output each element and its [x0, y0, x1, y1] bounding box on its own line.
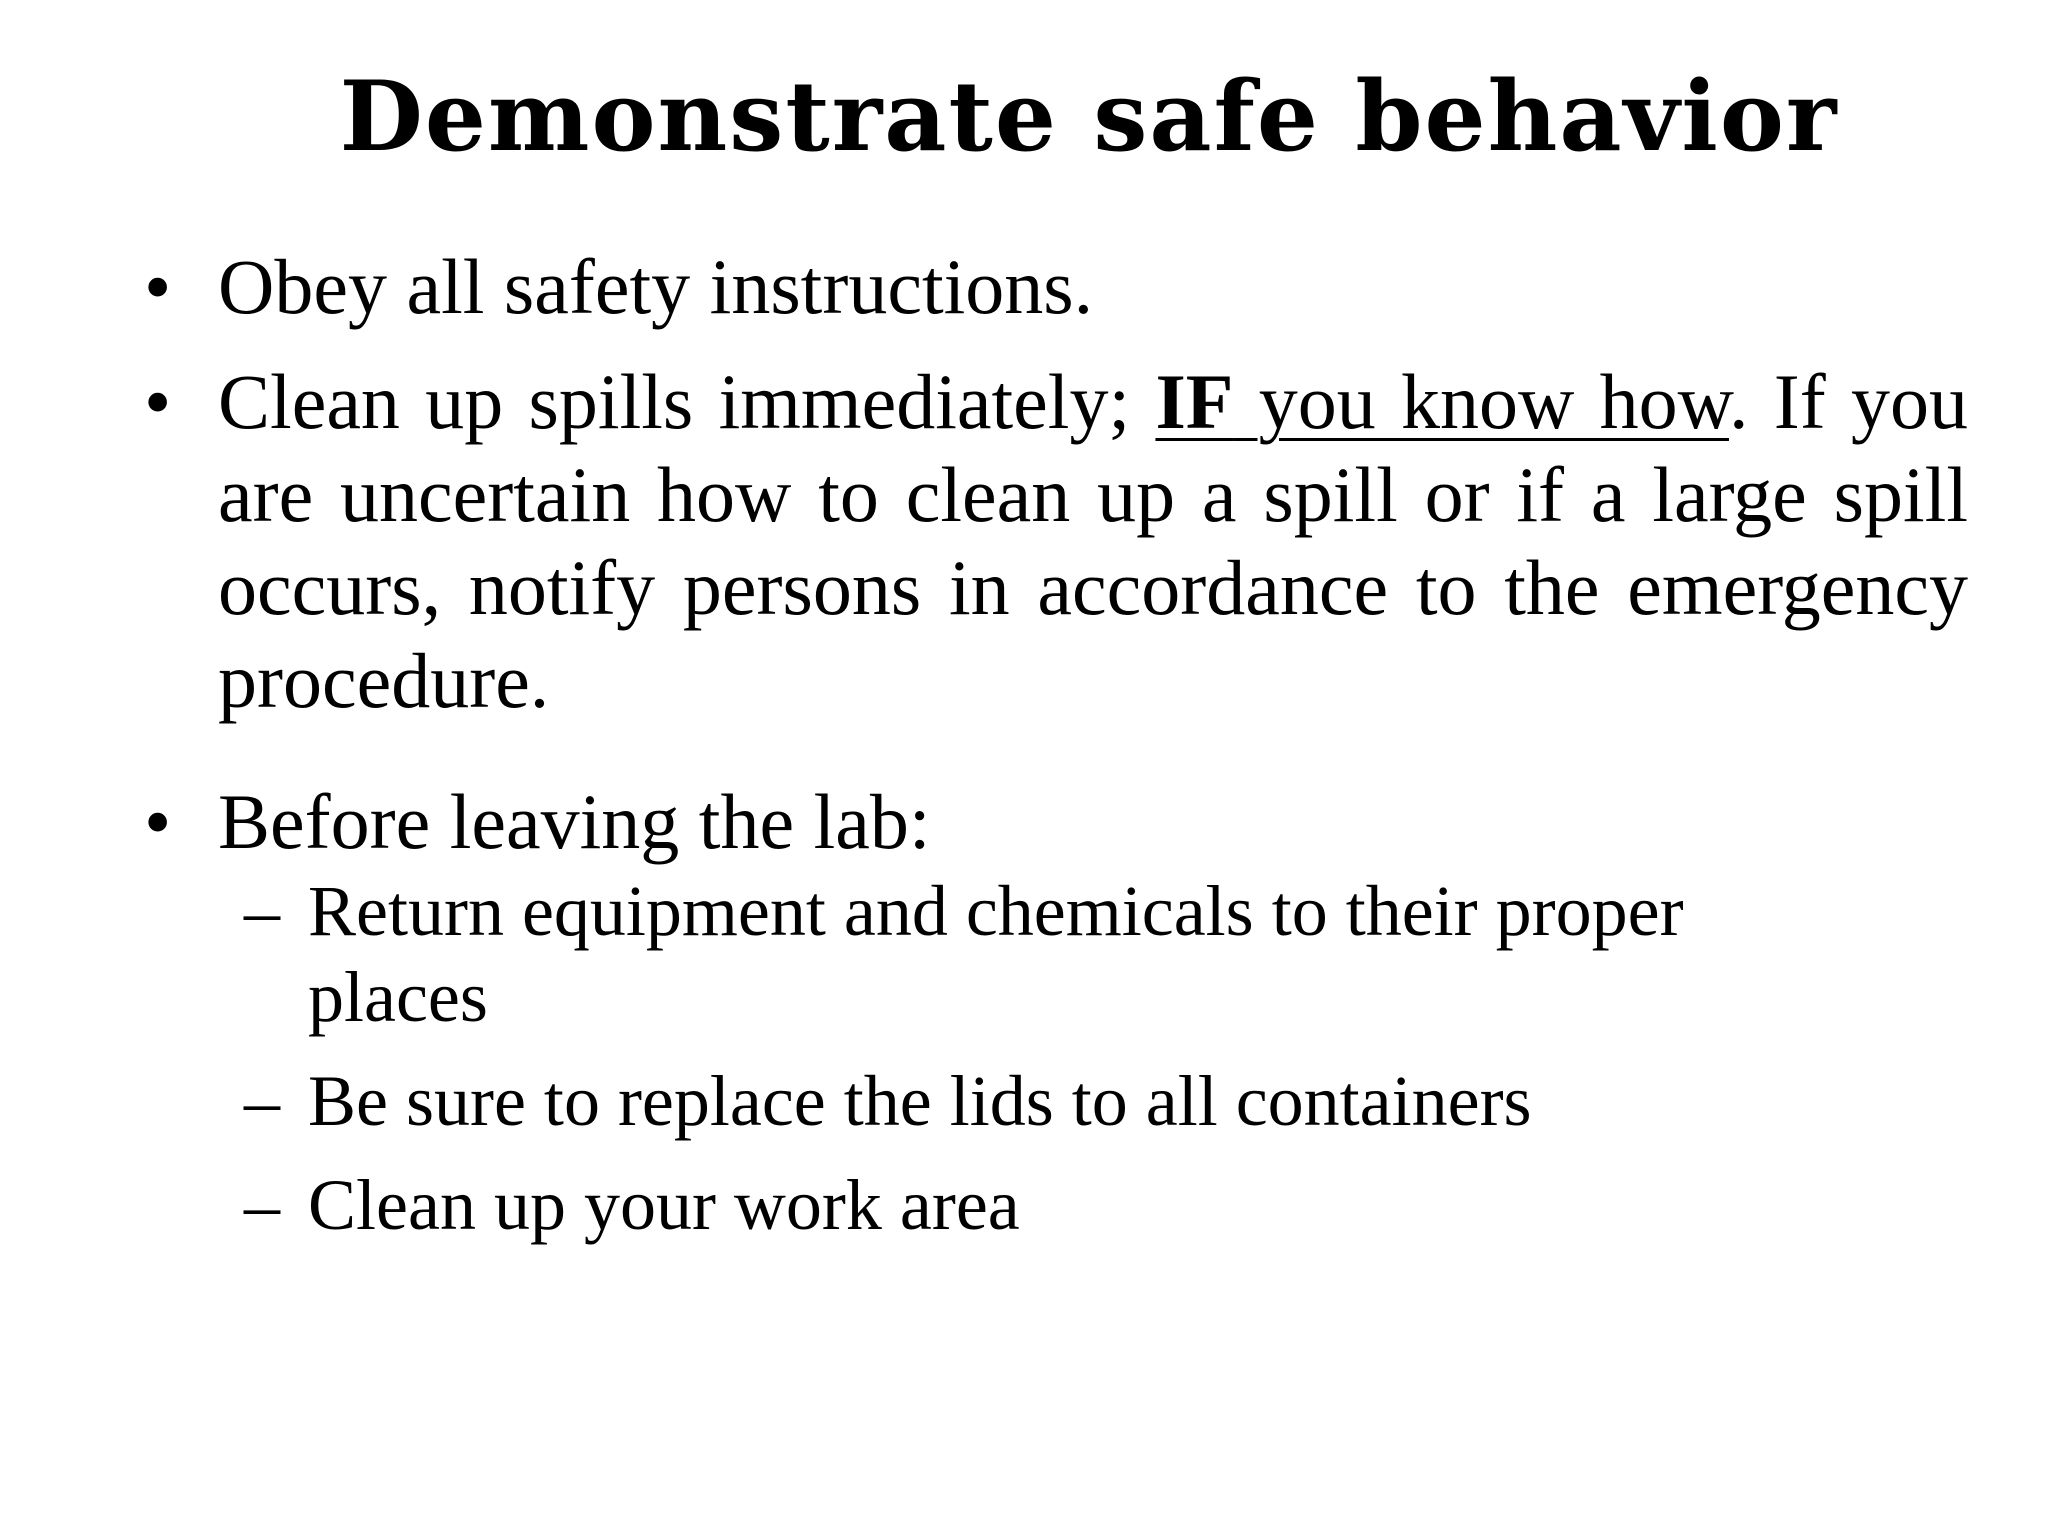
subitem-text: Clean up your work area [308, 1165, 1020, 1245]
dash-marker: – [244, 1061, 280, 1141]
dash-marker: – [244, 871, 280, 951]
bullet-text: Obey all safety instructions. [218, 243, 1094, 330]
slide-body [0, 240, 2048, 1248]
subitem-return-equipment [0, 868, 2048, 1040]
bullet-marker: • [144, 243, 172, 330]
bullet-text-lead: Clean up spills immediately; [218, 358, 1156, 445]
subitem-clean-work-area [0, 1162, 2048, 1248]
bullet-item-before-leaving [0, 775, 2048, 868]
bullet-text-rest: . If you are uncertain how to clean up a spill or if a large spill occurs, notify persons in accordance to the emergency procedure. [218, 358, 1969, 724]
bullet-marker: • [144, 358, 172, 445]
emphasis-you-know-how: you know how [1233, 358, 1729, 445]
subitem-replace-lids [0, 1058, 2048, 1144]
bullet-text: Before leaving the lab: [218, 778, 931, 865]
emphasis-if-you-know-how [1155, 358, 1729, 445]
subitem-text: Be sure to replace the lids to all containers [308, 1061, 1532, 1141]
bullet-item-obey [0, 240, 2048, 333]
slide-title: Demonstrate safe behavior [339, 60, 1839, 173]
bullet-marker: • [144, 778, 172, 865]
emphasis-if: IF [1155, 358, 1234, 445]
bullet-item-spills [0, 355, 2048, 727]
subitem-text: Return equipment and chemicals to their proper places [308, 871, 1684, 1037]
dash-marker: – [244, 1165, 280, 1245]
